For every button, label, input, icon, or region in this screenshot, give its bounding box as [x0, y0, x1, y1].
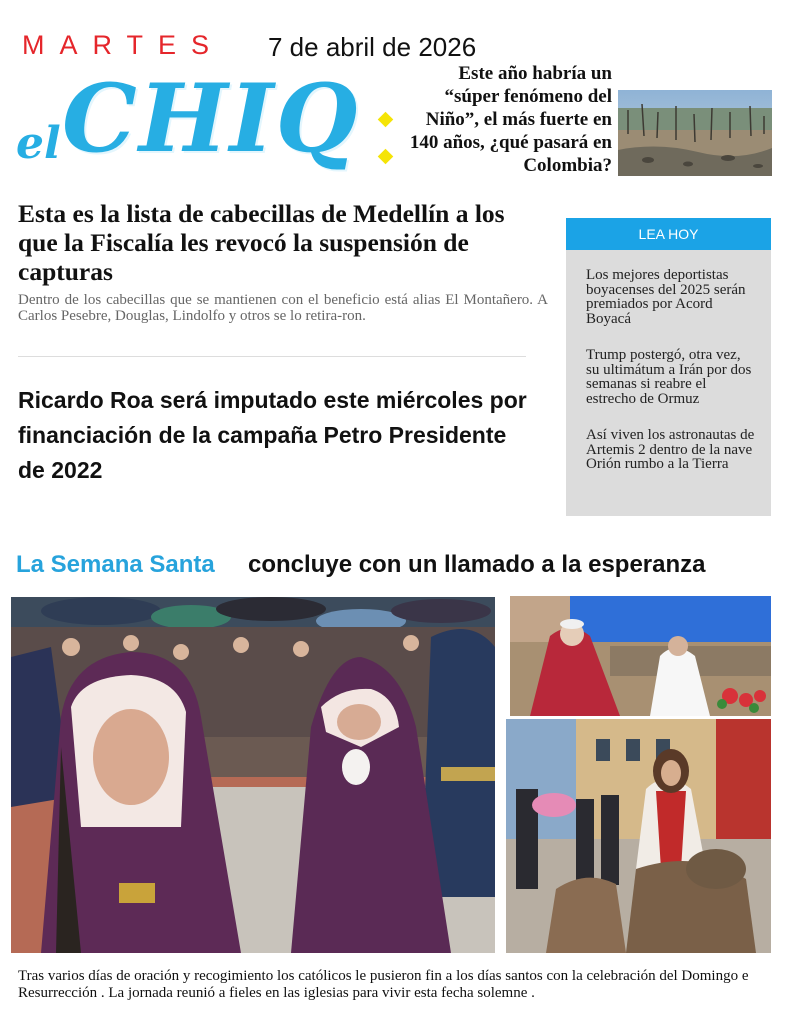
feature-caption: Tras varios días de oración y recogimiento los católicos le pusieron fin a los días santos con la celebración del Domingo e Resurrección . La jornada reunió a fieles en las iglesias para vivir esta fecha solemne .	[18, 968, 749, 1001]
logo-prefix: el	[16, 118, 61, 169]
divider	[18, 356, 526, 357]
procession-photo[interactable]	[11, 597, 495, 953]
issue-date: 7 de abril de 2026	[268, 32, 477, 62]
sidebar-item-artemis[interactable]: Así viven los astronautas de Artemis 2 dentro de la nave Orión rumbo a la Tierra	[586, 427, 755, 472]
vatican-photo[interactable]	[510, 596, 771, 716]
logo-diamond-icon	[378, 149, 394, 165]
second-headline[interactable]: Ricardo Roa será imputado este miércoles por financiación de la campaña Petro Presidente de 2022	[18, 387, 527, 483]
lead-headline[interactable]: Esta es la lista de cabecillas de Medellín a los que la Fiscalía les revocó la suspensión de capturas	[18, 199, 505, 286]
feature-headline[interactable]: concluye con un llamado a la esperanza	[248, 551, 706, 578]
day-of-week: MARTES	[22, 30, 225, 60]
teaser-headline[interactable]: Este año habría un “súper fenómeno del Niño”, el más fuerte en 140 años, ¿qué pasará en Colombia?	[409, 63, 612, 176]
sidebar-item-trump[interactable]: Trump postergó, otra vez, su ultimátum a Irán por dos semanas si reabre el estrecho de Ormuz	[586, 347, 752, 407]
logo-wordmark[interactable]: CHIQ	[62, 64, 360, 174]
palm-sunday-photo[interactable]	[506, 719, 771, 953]
feature-headline-highlight[interactable]: La Semana Santa	[16, 551, 215, 578]
lead-summary: Dentro de los cabecillas que se mantienen con el beneficio está alias El Montañero. A Carlos Pesebre, Douglas, Lindolfo y otros se lo retira-ron.	[18, 292, 548, 324]
sidebar-header: LEA HOY	[566, 218, 771, 250]
logo-diamond-icon	[378, 112, 394, 128]
drought-photo[interactable]	[618, 90, 772, 176]
sidebar-item-deportistas[interactable]: Los mejores deportistas boyacenses del 2025 serán premiados por Acord Boyacá	[586, 267, 746, 327]
